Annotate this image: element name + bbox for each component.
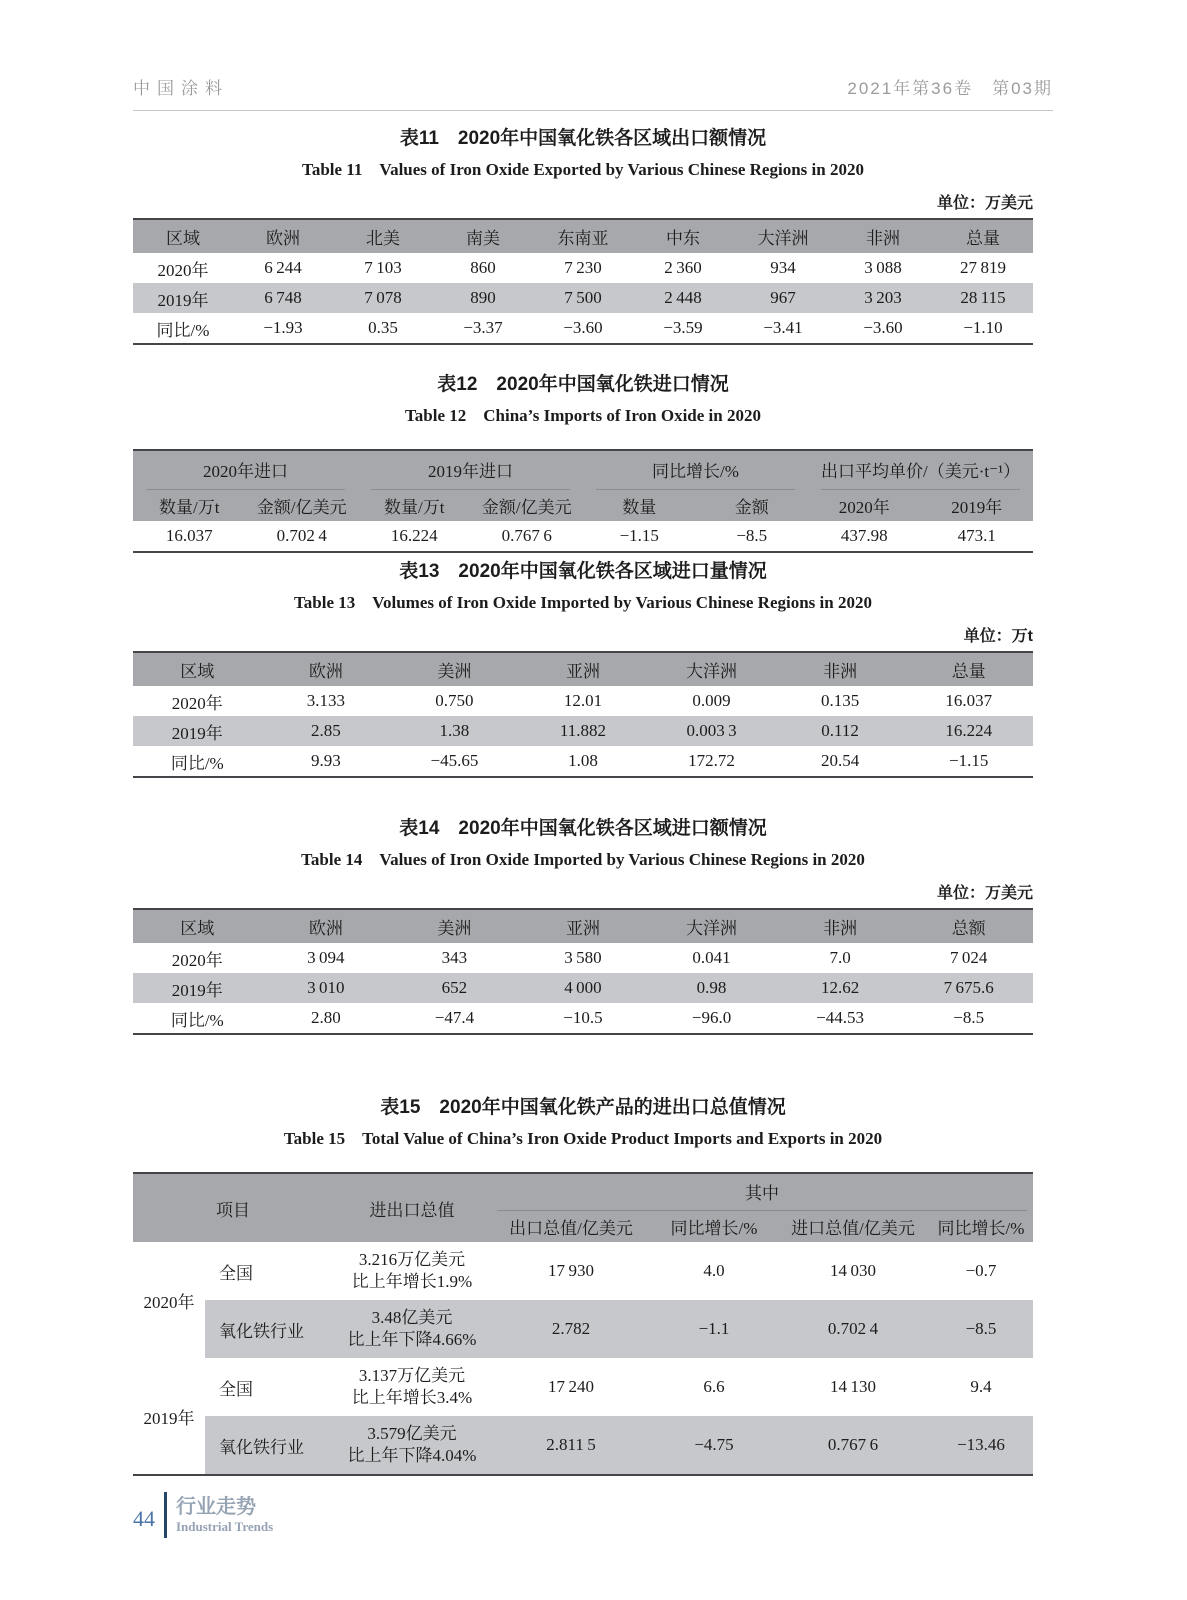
footer-divider-bar	[164, 1492, 167, 1538]
table-cell: 2.811 5	[491, 1416, 651, 1475]
table-13-title-zh: 表13 2020年中国氧化铁各区域进口量情况	[399, 561, 767, 582]
table-cell	[333, 1358, 491, 1416]
table-cell: −8.5	[736, 526, 768, 545]
row-header: 2020年	[157, 260, 209, 280]
table-cell: 3 088	[864, 258, 902, 277]
table-cell: −47.4	[434, 1008, 475, 1027]
table-cell: 17 930	[548, 1261, 594, 1280]
column-group-header	[133, 450, 358, 490]
column-header: 数量/万t	[133, 490, 246, 521]
column-header: 北美	[333, 219, 433, 253]
table-cell: 172.72	[688, 751, 735, 770]
section-table-15	[133, 1096, 1033, 1476]
table-row	[133, 686, 1033, 716]
table-cell: 3 094	[307, 948, 345, 967]
section-table-12	[133, 373, 1033, 553]
table-cell: −1.93	[263, 318, 303, 337]
table-row	[133, 973, 1033, 1003]
column-header: 总量	[933, 219, 1033, 253]
column-header: 金额	[696, 490, 809, 521]
table-cell: 7 500	[533, 283, 633, 313]
table-12-title-zh: 表12 2020年中国氧化铁进口情况	[437, 374, 729, 395]
table-cell: 3 203	[833, 283, 933, 313]
page-footer	[133, 1492, 273, 1538]
table-cell: 16.037	[945, 691, 993, 710]
column-header: 项目	[133, 1173, 333, 1242]
table-cell: 9.4	[970, 1377, 992, 1396]
column-header: 大洋洲	[647, 909, 776, 943]
table-cell: 9.93	[310, 751, 341, 770]
table-cell: 12.01	[563, 691, 603, 710]
table-row	[133, 253, 1033, 283]
column-header: 非洲	[776, 909, 905, 943]
row-header: 同比/%	[156, 320, 210, 340]
table-cell-line: 比上年增长1.9%	[351, 1272, 473, 1291]
table-cell: 28 115	[933, 283, 1033, 313]
table-row	[133, 1173, 1033, 1211]
table-cell: 14 030	[830, 1261, 876, 1280]
table-cell: 0.35	[368, 318, 398, 337]
table-cell: 2.85	[262, 716, 391, 746]
column-header: 东南亚	[533, 219, 633, 253]
column-header: 金额/亿美元	[471, 490, 584, 521]
table-cell: −1.1	[651, 1300, 777, 1358]
column-header: 中东	[633, 219, 733, 253]
table-row	[133, 1242, 1033, 1300]
table-cell: −3.60	[863, 318, 903, 337]
table-cell: 652	[390, 973, 519, 1003]
table-row	[133, 313, 1033, 344]
table-11	[133, 218, 1033, 345]
table-row	[133, 521, 1033, 552]
column-header: 美洲	[390, 909, 519, 943]
column-header: 总额	[904, 909, 1033, 943]
column-header: 亚洲	[519, 909, 648, 943]
section-table-13	[133, 560, 1033, 778]
table-row	[133, 909, 1033, 943]
column-header: 数量/万t	[358, 490, 471, 521]
table-cell: 16.224	[390, 526, 438, 545]
table-cell: 氧化铁行业	[205, 1416, 333, 1475]
table-cell: 4.0	[703, 1261, 725, 1280]
table-cell-line: 比上年增长3.4%	[351, 1388, 473, 1407]
table-cell: 0.98	[647, 973, 776, 1003]
table-row	[133, 943, 1033, 973]
table-cell: −1.15	[949, 751, 989, 770]
table-row	[133, 1416, 1033, 1475]
table-cell: 0.003 3	[647, 716, 776, 746]
table-row	[133, 746, 1033, 777]
table-cell: 0.702 4	[276, 526, 327, 545]
table-row	[133, 283, 1033, 313]
table-cell: −4.75	[651, 1416, 777, 1475]
table-cell: −1.15	[619, 526, 659, 545]
group-label: 2020年进口	[146, 451, 345, 490]
table-15	[133, 1172, 1033, 1476]
table-cell: 27 819	[960, 258, 1006, 277]
table-13-title-en: Table 13 Volumes of Iron Oxide Imported by Various Chinese Regions in 2020	[294, 592, 872, 612]
table-cell: 7 230	[564, 258, 602, 277]
table-cell	[333, 1416, 491, 1475]
row-header: 2019年	[143, 1408, 195, 1428]
table-cell: −96.0	[691, 1008, 732, 1027]
table-cell: 2.80	[310, 1008, 341, 1027]
section-table-11	[133, 127, 1033, 345]
column-header: 区域	[133, 219, 233, 253]
column-group-header	[583, 450, 808, 490]
column-header: 金额/亿美元	[246, 490, 359, 521]
table-cell: 0.009	[692, 691, 731, 710]
column-header: 区域	[133, 909, 262, 943]
column-header: 南美	[433, 219, 533, 253]
table-cell: 1.38	[390, 716, 519, 746]
table-cell: −44.53	[816, 1008, 865, 1027]
table-cell: 0.750	[435, 691, 474, 710]
table-cell: 16.224	[904, 716, 1033, 746]
column-header: 非洲	[833, 219, 933, 253]
column-header: 出口总值/亿美元	[491, 1211, 651, 1242]
column-header: 欧洲	[262, 909, 391, 943]
column-header: 2020年	[808, 490, 921, 521]
table-cell: 2 448	[633, 283, 733, 313]
table-14-unit: 单位：万美元	[936, 885, 1033, 902]
table-13-unit: 单位：万t	[963, 628, 1033, 645]
column-header: 亚洲	[519, 652, 648, 686]
footer-section-zh: 行业走势	[176, 1495, 256, 1518]
table-cell: −0.7	[965, 1261, 997, 1280]
table-cell: 860	[470, 258, 496, 277]
table-14-title-en: Table 14 Values of Iron Oxide Imported by Various Chinese Regions in 2020	[301, 849, 865, 869]
table-cell: 20.54	[820, 751, 860, 770]
table-cell: 7.0	[829, 948, 851, 967]
table-cell: −3.41	[763, 318, 803, 337]
table-cell: 全国	[219, 1379, 253, 1399]
column-header: 区域	[133, 652, 262, 686]
column-header: 大洋洲	[733, 219, 833, 253]
table-13	[133, 651, 1033, 778]
table-cell-line: 比上年下降4.04%	[347, 1446, 477, 1465]
table-cell: −10.5	[563, 1008, 603, 1027]
table-cell: 0.767 6	[777, 1416, 929, 1475]
row-header: 同比/%	[170, 753, 224, 773]
column-header: 同比增长/%	[651, 1211, 777, 1242]
group-label: 2019年进口	[371, 451, 570, 490]
table-cell: −8.5	[953, 1008, 985, 1027]
table-cell: 4 000	[519, 973, 648, 1003]
table-cell: 6 748	[233, 283, 333, 313]
group-label: 同比增长/%	[596, 451, 795, 490]
table-cell: 14 130	[830, 1377, 876, 1396]
table-cell-line: 3.48亿美元	[371, 1307, 453, 1327]
table-cell: 343	[441, 948, 468, 967]
table-14-title-zh: 表14 2020年中国氧化铁各区域进口额情况	[399, 818, 767, 839]
table-row	[133, 652, 1033, 686]
table-cell: 2 360	[664, 258, 702, 277]
table-row	[133, 716, 1033, 746]
footer-section-label	[176, 1496, 273, 1535]
column-header: 欧洲	[233, 219, 333, 253]
table-cell: 12.62	[776, 973, 905, 1003]
table-cell: −3.59	[663, 318, 703, 337]
table-cell: 7 024	[949, 948, 988, 967]
table-12-title-en: Table 12 China’s Imports of Iron Oxide in 2020	[405, 405, 761, 425]
table-cell-line: 比上年下降4.66%	[347, 1330, 477, 1349]
table-cell: −13.46	[929, 1416, 1033, 1475]
row-header: 2019年	[133, 283, 233, 313]
table-cell	[333, 1242, 491, 1300]
table-cell: 7 675.6	[904, 973, 1033, 1003]
group-label: 其中	[497, 1174, 1027, 1211]
table-15-title-en: Table 15 Total Value of China’s Iron Oxide Product Imports and Exports in 2020	[283, 1128, 883, 1148]
table-cell-line: 3.579亿美元	[367, 1423, 457, 1443]
column-header: 数量	[583, 490, 696, 521]
column-header: 同比增长/%	[929, 1211, 1033, 1242]
issue-info: 2021年第36卷 第03期	[847, 79, 1053, 98]
table-cell: 934	[770, 258, 796, 277]
table-row	[133, 1300, 1033, 1358]
table-cell: 0.135	[820, 691, 860, 710]
table-row	[133, 219, 1033, 253]
table-cell: 437.98	[840, 526, 888, 545]
row-header: 同比/%	[170, 1010, 224, 1030]
column-header: 欧洲	[262, 652, 391, 686]
table-cell: 全国	[219, 1263, 253, 1283]
table-cell: −3.37	[463, 318, 503, 337]
table-cell: 7 103	[364, 258, 402, 277]
page-header	[133, 74, 1053, 111]
table-11-unit: 单位：万美元	[936, 195, 1033, 212]
table-cell: 890	[433, 283, 533, 313]
table-cell: 0.702 4	[777, 1300, 929, 1358]
table-15-title-zh: 表15 2020年中国氧化铁产品的进出口总值情况	[380, 1097, 786, 1118]
table-row	[133, 1003, 1033, 1034]
table-cell: 1.08	[568, 751, 598, 770]
table-cell: 6.6	[703, 1377, 725, 1396]
table-cell: 氧化铁行业	[205, 1300, 333, 1358]
column-header: 进口总值/亿美元	[777, 1211, 929, 1242]
table-11-title-en: Table 11 Values of Iron Oxide Exported by Various Chinese Regions in 2020	[302, 159, 864, 179]
table-cell: 3 580	[564, 948, 602, 967]
table-cell: 0.041	[692, 948, 731, 967]
table-cell: −8.5	[929, 1300, 1033, 1358]
table-cell: −3.60	[563, 318, 603, 337]
column-group-header	[808, 450, 1033, 490]
table-cell	[333, 1300, 491, 1358]
table-cell-line: 3.137万亿美元	[358, 1365, 466, 1385]
table-cell: −45.65	[430, 751, 479, 770]
column-header: 非洲	[776, 652, 905, 686]
group-label: 出口平均单价/（美元·t⁻¹）	[821, 451, 1020, 490]
table-12	[133, 449, 1033, 553]
table-11-title-zh: 表11 2020年中国氧化铁各区域出口额情况	[399, 128, 767, 149]
table-cell: 7 078	[333, 283, 433, 313]
column-header: 总量	[904, 652, 1033, 686]
column-header: 进出口总值	[333, 1173, 491, 1242]
footer-section-en: Industrial Trends	[176, 1518, 274, 1534]
table-cell: 3.133	[306, 691, 345, 710]
column-header: 2019年	[921, 490, 1034, 521]
table-14	[133, 908, 1033, 1035]
page-number: 44	[133, 1506, 155, 1531]
table-cell-line: 3.216万亿美元	[358, 1249, 466, 1269]
row-header: 2019年	[133, 716, 262, 746]
section-table-14	[133, 817, 1033, 1035]
table-cell: 16.037	[165, 526, 213, 545]
row-header: 2020年	[143, 1292, 195, 1312]
table-cell: 0.112	[776, 716, 905, 746]
table-cell: 3 010	[262, 973, 391, 1003]
table-cell: 0.767 6	[501, 526, 552, 545]
table-cell: 17 240	[548, 1377, 594, 1396]
table-row	[133, 490, 1033, 521]
column-group-header	[358, 450, 583, 490]
journal-name: 中国涂料	[133, 79, 229, 98]
column-header: 美洲	[390, 652, 519, 686]
table-cell: −1.10	[963, 318, 1003, 337]
table-cell: 967	[733, 283, 833, 313]
table-cell: 6 244	[264, 258, 302, 277]
table-cell: 2.782	[491, 1300, 651, 1358]
row-header: 2019年	[133, 973, 262, 1003]
row-header: 2020年	[171, 950, 223, 970]
table-cell: 11.882	[519, 716, 648, 746]
column-group-header	[491, 1173, 1033, 1211]
table-cell: 473.1	[957, 526, 996, 545]
table-row	[133, 450, 1033, 490]
table-row	[133, 1358, 1033, 1416]
row-header: 2020年	[171, 693, 223, 713]
column-header: 大洋洲	[647, 652, 776, 686]
